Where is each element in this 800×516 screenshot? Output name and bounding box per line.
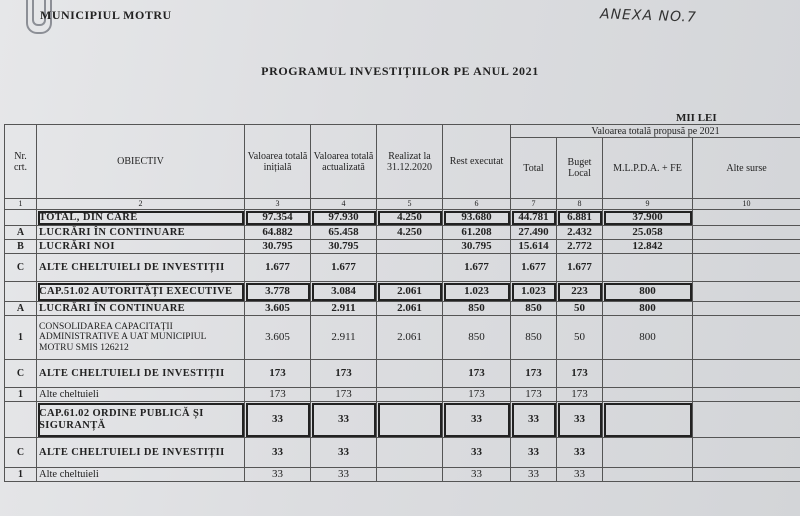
objective-label: CONSOLIDAREA CAPACITAȚII ADMINISTRATIVE A UAT MUNICIPIUL MOTRU SMIS 126212	[37, 316, 245, 360]
initial-value: 3.605	[245, 302, 311, 316]
objective-label: Alte cheltuieli	[37, 468, 245, 482]
rest-value: 850	[443, 316, 511, 360]
row-number: 1	[5, 468, 37, 482]
objective-label: ALTE CHELTUIELI DE INVESTIȚII	[37, 254, 245, 282]
mlpda-value	[603, 468, 693, 482]
col-nr-header: Nr. crt.	[5, 125, 37, 199]
local-value: 2.772	[557, 240, 603, 254]
rest-value: 1.677	[443, 254, 511, 282]
table-row	[5, 316, 800, 360]
other-value	[693, 282, 800, 302]
realized-value	[377, 240, 443, 254]
local-value: 173	[557, 388, 603, 402]
col-index: 9	[603, 199, 693, 210]
col-index: 4	[311, 199, 377, 210]
local-value: 173	[557, 360, 603, 388]
row-number	[5, 402, 37, 438]
initial-value: 64.882	[245, 226, 311, 240]
institution-name: MUNICIPIUL MOTRU	[40, 8, 172, 22]
mlpda-value: 800	[603, 316, 693, 360]
table-row	[5, 468, 800, 482]
table-row	[5, 388, 800, 402]
updated-value: 1.677	[311, 254, 377, 282]
mlpda-value: 37.900	[603, 210, 693, 226]
updated-value: 97.930	[311, 210, 377, 226]
local-value: 6.881	[557, 210, 603, 226]
table-row	[5, 210, 800, 226]
rest-value: 93.680	[443, 210, 511, 226]
realized-value: 4.250	[377, 210, 443, 226]
realized-value	[377, 388, 443, 402]
col-initial-header: Valoarea totală inițială	[245, 125, 311, 199]
rest-value: 173	[443, 388, 511, 402]
total-value: 173	[511, 360, 557, 388]
col-index: 10	[693, 199, 800, 210]
realized-value	[377, 254, 443, 282]
col-index: 1	[5, 199, 37, 210]
rest-value: 173	[443, 360, 511, 388]
total-value: 173	[511, 388, 557, 402]
mlpda-value: 800	[603, 282, 693, 302]
rest-value: 33	[443, 402, 511, 438]
mlpda-value	[603, 438, 693, 468]
realized-value	[377, 402, 443, 438]
total-value: 1.677	[511, 254, 557, 282]
row-number: A	[5, 302, 37, 316]
initial-value: 173	[245, 388, 311, 402]
objective-label: LUCRĂRI ÎN CONTINUARE	[37, 302, 245, 316]
realized-value	[377, 438, 443, 468]
col-local-header: Buget Local	[557, 138, 603, 199]
objective-label: CAP.51.02 AUTORITĂȚI EXECUTIVE	[37, 282, 245, 302]
other-value	[693, 360, 800, 388]
table-row	[5, 240, 800, 254]
objective-label: LUCRĂRI NOI	[37, 240, 245, 254]
other-value	[693, 468, 800, 482]
updated-value: 30.795	[311, 240, 377, 254]
total-value: 33	[511, 468, 557, 482]
realized-value: 2.061	[377, 282, 443, 302]
col-proposed-group-header: Valoarea totală propusă pe 2021	[511, 125, 800, 138]
updated-value: 173	[311, 360, 377, 388]
mlpda-value: 12.842	[603, 240, 693, 254]
initial-value: 30.795	[245, 240, 311, 254]
other-value	[693, 302, 800, 316]
table-row	[5, 302, 800, 316]
col-index: 6	[443, 199, 511, 210]
col-mlpda-header: M.L.P.D.A. + FE	[603, 138, 693, 199]
objective-label: Alte cheltuieli	[37, 388, 245, 402]
other-value	[693, 388, 800, 402]
row-number: A	[5, 226, 37, 240]
mlpda-value: 25.058	[603, 226, 693, 240]
row-number: C	[5, 254, 37, 282]
rest-value: 850	[443, 302, 511, 316]
initial-value: 33	[245, 402, 311, 438]
other-value	[693, 210, 800, 226]
table-row	[5, 438, 800, 468]
mlpda-value	[603, 388, 693, 402]
investment-table	[4, 124, 800, 482]
col-total-header: Total	[511, 138, 557, 199]
rest-value: 33	[443, 468, 511, 482]
col-objective-header: OBIECTIV	[37, 125, 245, 199]
mlpda-value	[603, 360, 693, 388]
initial-value: 3.778	[245, 282, 311, 302]
rest-value: 33	[443, 438, 511, 468]
local-value: 50	[557, 316, 603, 360]
col-index: 3	[245, 199, 311, 210]
other-value	[693, 316, 800, 360]
col-index: 2	[37, 199, 245, 210]
mlpda-value	[603, 402, 693, 438]
objective-label: ALTE CHELTUIELI DE INVESTIȚII	[37, 438, 245, 468]
row-number: C	[5, 438, 37, 468]
total-value: 850	[511, 316, 557, 360]
other-value	[693, 254, 800, 282]
total-value: 33	[511, 402, 557, 438]
rest-value: 30.795	[443, 240, 511, 254]
total-value: 44.781	[511, 210, 557, 226]
initial-value: 3.605	[245, 316, 311, 360]
table-row	[5, 360, 800, 388]
total-value: 15.614	[511, 240, 557, 254]
row-number	[5, 282, 37, 302]
annex-label: ANEXA NO.7	[599, 6, 698, 26]
updated-value: 33	[311, 438, 377, 468]
initial-value: 97.354	[245, 210, 311, 226]
rest-value: 61.208	[443, 226, 511, 240]
initial-value: 33	[245, 438, 311, 468]
table-row	[5, 226, 800, 240]
mlpda-value	[603, 254, 693, 282]
table-row	[5, 402, 800, 438]
rest-value: 1.023	[443, 282, 511, 302]
table-row	[5, 254, 800, 282]
row-number: C	[5, 360, 37, 388]
realized-value: 4.250	[377, 226, 443, 240]
local-value: 33	[557, 402, 603, 438]
realized-value	[377, 360, 443, 388]
mlpda-value: 800	[603, 302, 693, 316]
table-row	[5, 282, 800, 302]
col-updated-header: Valoarea totală actualizată	[311, 125, 377, 199]
initial-value: 1.677	[245, 254, 311, 282]
updated-value: 2.911	[311, 302, 377, 316]
updated-value: 33	[311, 402, 377, 438]
objective-label: TOTAL, DIN CARE	[37, 210, 245, 226]
objective-label: LUCRĂRI ÎN CONTINUARE	[37, 226, 245, 240]
other-value	[693, 438, 800, 468]
row-number: B	[5, 240, 37, 254]
realized-value	[377, 468, 443, 482]
local-value: 2.432	[557, 226, 603, 240]
col-index: 8	[557, 199, 603, 210]
total-value: 850	[511, 302, 557, 316]
total-value: 33	[511, 438, 557, 468]
updated-value: 2.911	[311, 316, 377, 360]
local-value: 33	[557, 468, 603, 482]
column-index-row	[5, 199, 800, 210]
objective-label: CAP.61.02 ORDINE PUBLICĂ ȘI SIGURANȚĂ	[37, 402, 245, 438]
col-realized-header: Realizat la 31.12.2020	[377, 125, 443, 199]
updated-value: 173	[311, 388, 377, 402]
updated-value: 3.084	[311, 282, 377, 302]
realized-value: 2.061	[377, 316, 443, 360]
col-other-header: Alte surse	[693, 138, 800, 199]
other-value	[693, 240, 800, 254]
local-value: 33	[557, 438, 603, 468]
local-value: 50	[557, 302, 603, 316]
col-index: 5	[377, 199, 443, 210]
initial-value: 173	[245, 360, 311, 388]
updated-value: 33	[311, 468, 377, 482]
row-number: 1	[5, 316, 37, 360]
col-index: 7	[511, 199, 557, 210]
objective-label: ALTE CHELTUIELI DE INVESTIȚII	[37, 360, 245, 388]
realized-value: 2.061	[377, 302, 443, 316]
col-rest-header: Rest executat	[443, 125, 511, 199]
updated-value: 65.458	[311, 226, 377, 240]
local-value: 223	[557, 282, 603, 302]
local-value: 1.677	[557, 254, 603, 282]
row-number: 1	[5, 388, 37, 402]
unit-label: MII LEI	[676, 112, 717, 124]
initial-value: 33	[245, 468, 311, 482]
row-number	[5, 210, 37, 226]
other-value	[693, 226, 800, 240]
document-title: PROGRAMUL INVESTIȚIILOR PE ANUL 2021	[261, 64, 539, 78]
total-value: 1.023	[511, 282, 557, 302]
other-value	[693, 402, 800, 438]
total-value: 27.490	[511, 226, 557, 240]
